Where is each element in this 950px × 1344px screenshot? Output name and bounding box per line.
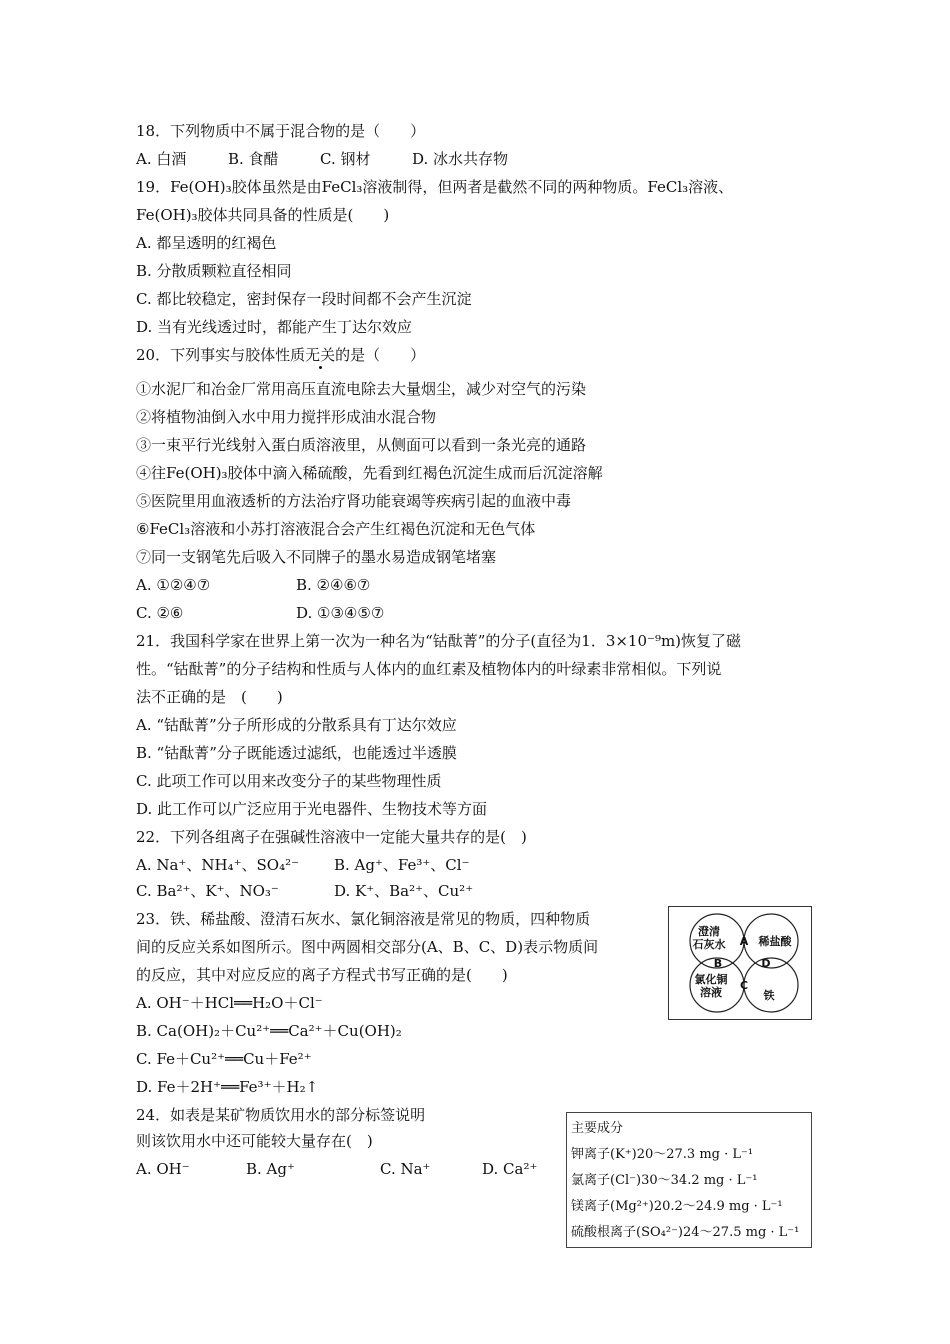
venn-region-d: D [761,957,771,970]
q21-stem-line1: 21．我国科学家在世界上第一次为一种名为“钴酞菁”的分子(直径为1．3×10⁻⁹m)恢复了磁 [136,632,742,650]
venn-label-iron: 铁 [763,989,775,1002]
q23-option-d: D. Fe＋2H⁺══Fe³⁺＋H₂↑ [136,1078,319,1096]
q23-option-b: B. Ca(OH)₂＋Cu²⁺══Ca²⁺＋Cu(OH)₂ [136,1022,402,1040]
venn-label-hydrochloric-acid: 稀盐酸 [758,935,792,948]
q18-option-d: D. 冰水共存物 [412,150,509,168]
q22-option-a: A. Na⁺、NH₄⁺、SO₄²⁻ [136,856,300,874]
q20-item-7: ⑦同一支钢笔先后吸入不同牌子的墨水易造成钢笔堵塞 [136,548,497,566]
q20-item-3: ③一束平行光线射入蛋白质溶液里，从侧面可以看到一条光亮的通路 [136,436,587,454]
venn-region-b: B [713,957,723,970]
q19-option-b: B. 分散质颗粒直径相同 [136,262,292,280]
label-row-sulfate: 硫酸根离子(SO₄²⁻)24～27.5 mg · L⁻¹ [571,1225,800,1240]
q20-stem [136,344,425,366]
q18-stem: 18．下列物质中不属于混合物的是（ ） [136,122,426,140]
venn-diagram [668,906,812,1020]
q20-option-c: C. ②⑥ [136,604,184,622]
mineral-water-label-table [566,1112,812,1248]
q22-option-c: C. Ba²⁺、K⁺、NO₃⁻ [136,882,279,900]
venn-label-limewater-2: 石灰水 [692,938,726,951]
q24-option-a: A. OH⁻ [136,1160,190,1178]
q19-option-c: C. 都比较稳定，密封保存一段时间都不会产生沉淀 [136,290,472,308]
q20-option-b: B. ②④⑥⑦ [296,576,371,594]
q18-option-a: A. 白酒 [136,150,187,168]
label-title: 主要成分 [571,1121,624,1136]
venn-circle-iron [744,958,798,1012]
q19-stem-line2: Fe(OH)₃胶体共同具备的性质是( ) [136,206,390,224]
q20-stem-pre: 20．下列事实与胶体性质 [136,346,306,364]
q21-option-b: B. “钴酞菁”分子既能透过滤纸，也能透过半透膜 [136,744,457,762]
q20-item-4: ④往Fe(OH)₃胶体中滴入稀硫酸，先看到红褐色沉淀生成而后沉淀溶解 [136,464,603,482]
venn-label-limewater-1: 澄清 [698,925,720,938]
q20-option-a: A. ①②④⑦ [136,576,211,594]
q22-option-d: D. K⁺、Ba²⁺、Cu²⁺ [334,882,474,900]
q18-option-b: B. 食醋 [228,150,279,168]
label-row-chloride: 氯离子(Cl⁻)30～34.2 mg · L⁻¹ [571,1173,758,1188]
q21-stem-line2: 性。“钴酞菁”的分子结构和性质与人体内的血红素及植物体内的叶绿素非常相似。下列说 [136,660,722,678]
venn-label-copper-chloride-2: 溶液 [700,986,722,999]
q23-option-c: C. Fe＋Cu²⁺══Cu＋Fe²⁺ [136,1050,312,1068]
q19-option-a: A. 都呈透明的红褐色 [136,234,277,252]
q20-item-6: ⑥FeCl₃溶液和小苏打溶液混合会产生红褐色沉淀和无色气体 [136,520,536,538]
q23-stem-line2: 间的反应关系如图所示。图中两圆相交部分(A、B、C、D)表示物质间 [136,938,599,956]
q24-option-c: C. Na⁺ [380,1160,431,1178]
q18-option-c: C. 钢材 [320,150,371,168]
q21-option-d: D. 此工作可以广泛应用于光电器件、生物技术等方面 [136,800,488,818]
q21-stem-line3: 法不正确的是 ( ) [136,688,283,706]
q22-stem: 22．下列各组离子在强碱性溶液中一定能大量共存的是( ) [136,828,527,846]
q23-option-a: A. OH⁻＋HCl══H₂O＋Cl⁻ [136,994,323,1012]
label-row-magnesium: 镁离子(Mg²⁺)20.2～24.9 mg · L⁻¹ [571,1199,783,1214]
q23-stem-line1: 23．铁、稀盐酸、澄清石灰水、氯化铜溶液是常见的物质，四种物质 [136,910,591,928]
venn-region-a: A [739,935,749,948]
q24-option-d: D. Ca²⁺ [482,1160,538,1178]
q24-stem-line1: 24．如表是某矿物质饮用水的部分标签说明 [136,1106,426,1124]
q19-option-d: D. 当有光线透过时，都能产生丁达尔效应 [136,318,413,336]
venn-region-c: C [739,979,749,992]
q20-item-5: ⑤医院里用血液透析的方法治疗肾功能衰竭等疾病引起的血液中毒 [136,492,572,510]
q21-option-a: A. “钴酞菁”分子所形成的分散系具有丁达尔效应 [136,716,457,734]
q20-item-2: ②将植物油倒入水中用力搅拌形成油水混合物 [136,408,437,426]
label-row-potassium: 钾离子(K⁺)20～27.3 mg · L⁻¹ [571,1147,754,1162]
venn-label-copper-chloride-1: 氯化铜 [694,973,728,986]
q24-stem-line2: 则该饮用水中还可能较大量存在( ) [136,1132,373,1150]
venn-diagram-svg [669,907,811,1019]
q21-option-c: C. 此项工作可以用来改变分子的某些物理性质 [136,772,442,790]
q19-stem-line1: 19．Fe(OH)₃胶体虽然是由FeCl₃溶液制得，但两者是截然不同的两种物质。FeCl₃溶液、 [136,178,734,196]
q22-option-b: B. Ag⁺、Fe³⁺、Cl⁻ [334,856,470,874]
q23-stem-line3: 的反应，其中对应反应的离子方程式书写正确的是( ) [136,966,508,984]
q20-stem-post: 的是（ ） [335,346,426,364]
q20-option-d: D. ①③④⑤⑦ [296,604,385,622]
q20-item-1: ①水泥厂和冶金厂常用高压直流电除去大量烟尘，减少对空气的污染 [136,380,587,398]
q24-option-b: B. Ag⁺ [246,1160,295,1178]
q20-stem-emphasis: 无关 [305,346,336,364]
